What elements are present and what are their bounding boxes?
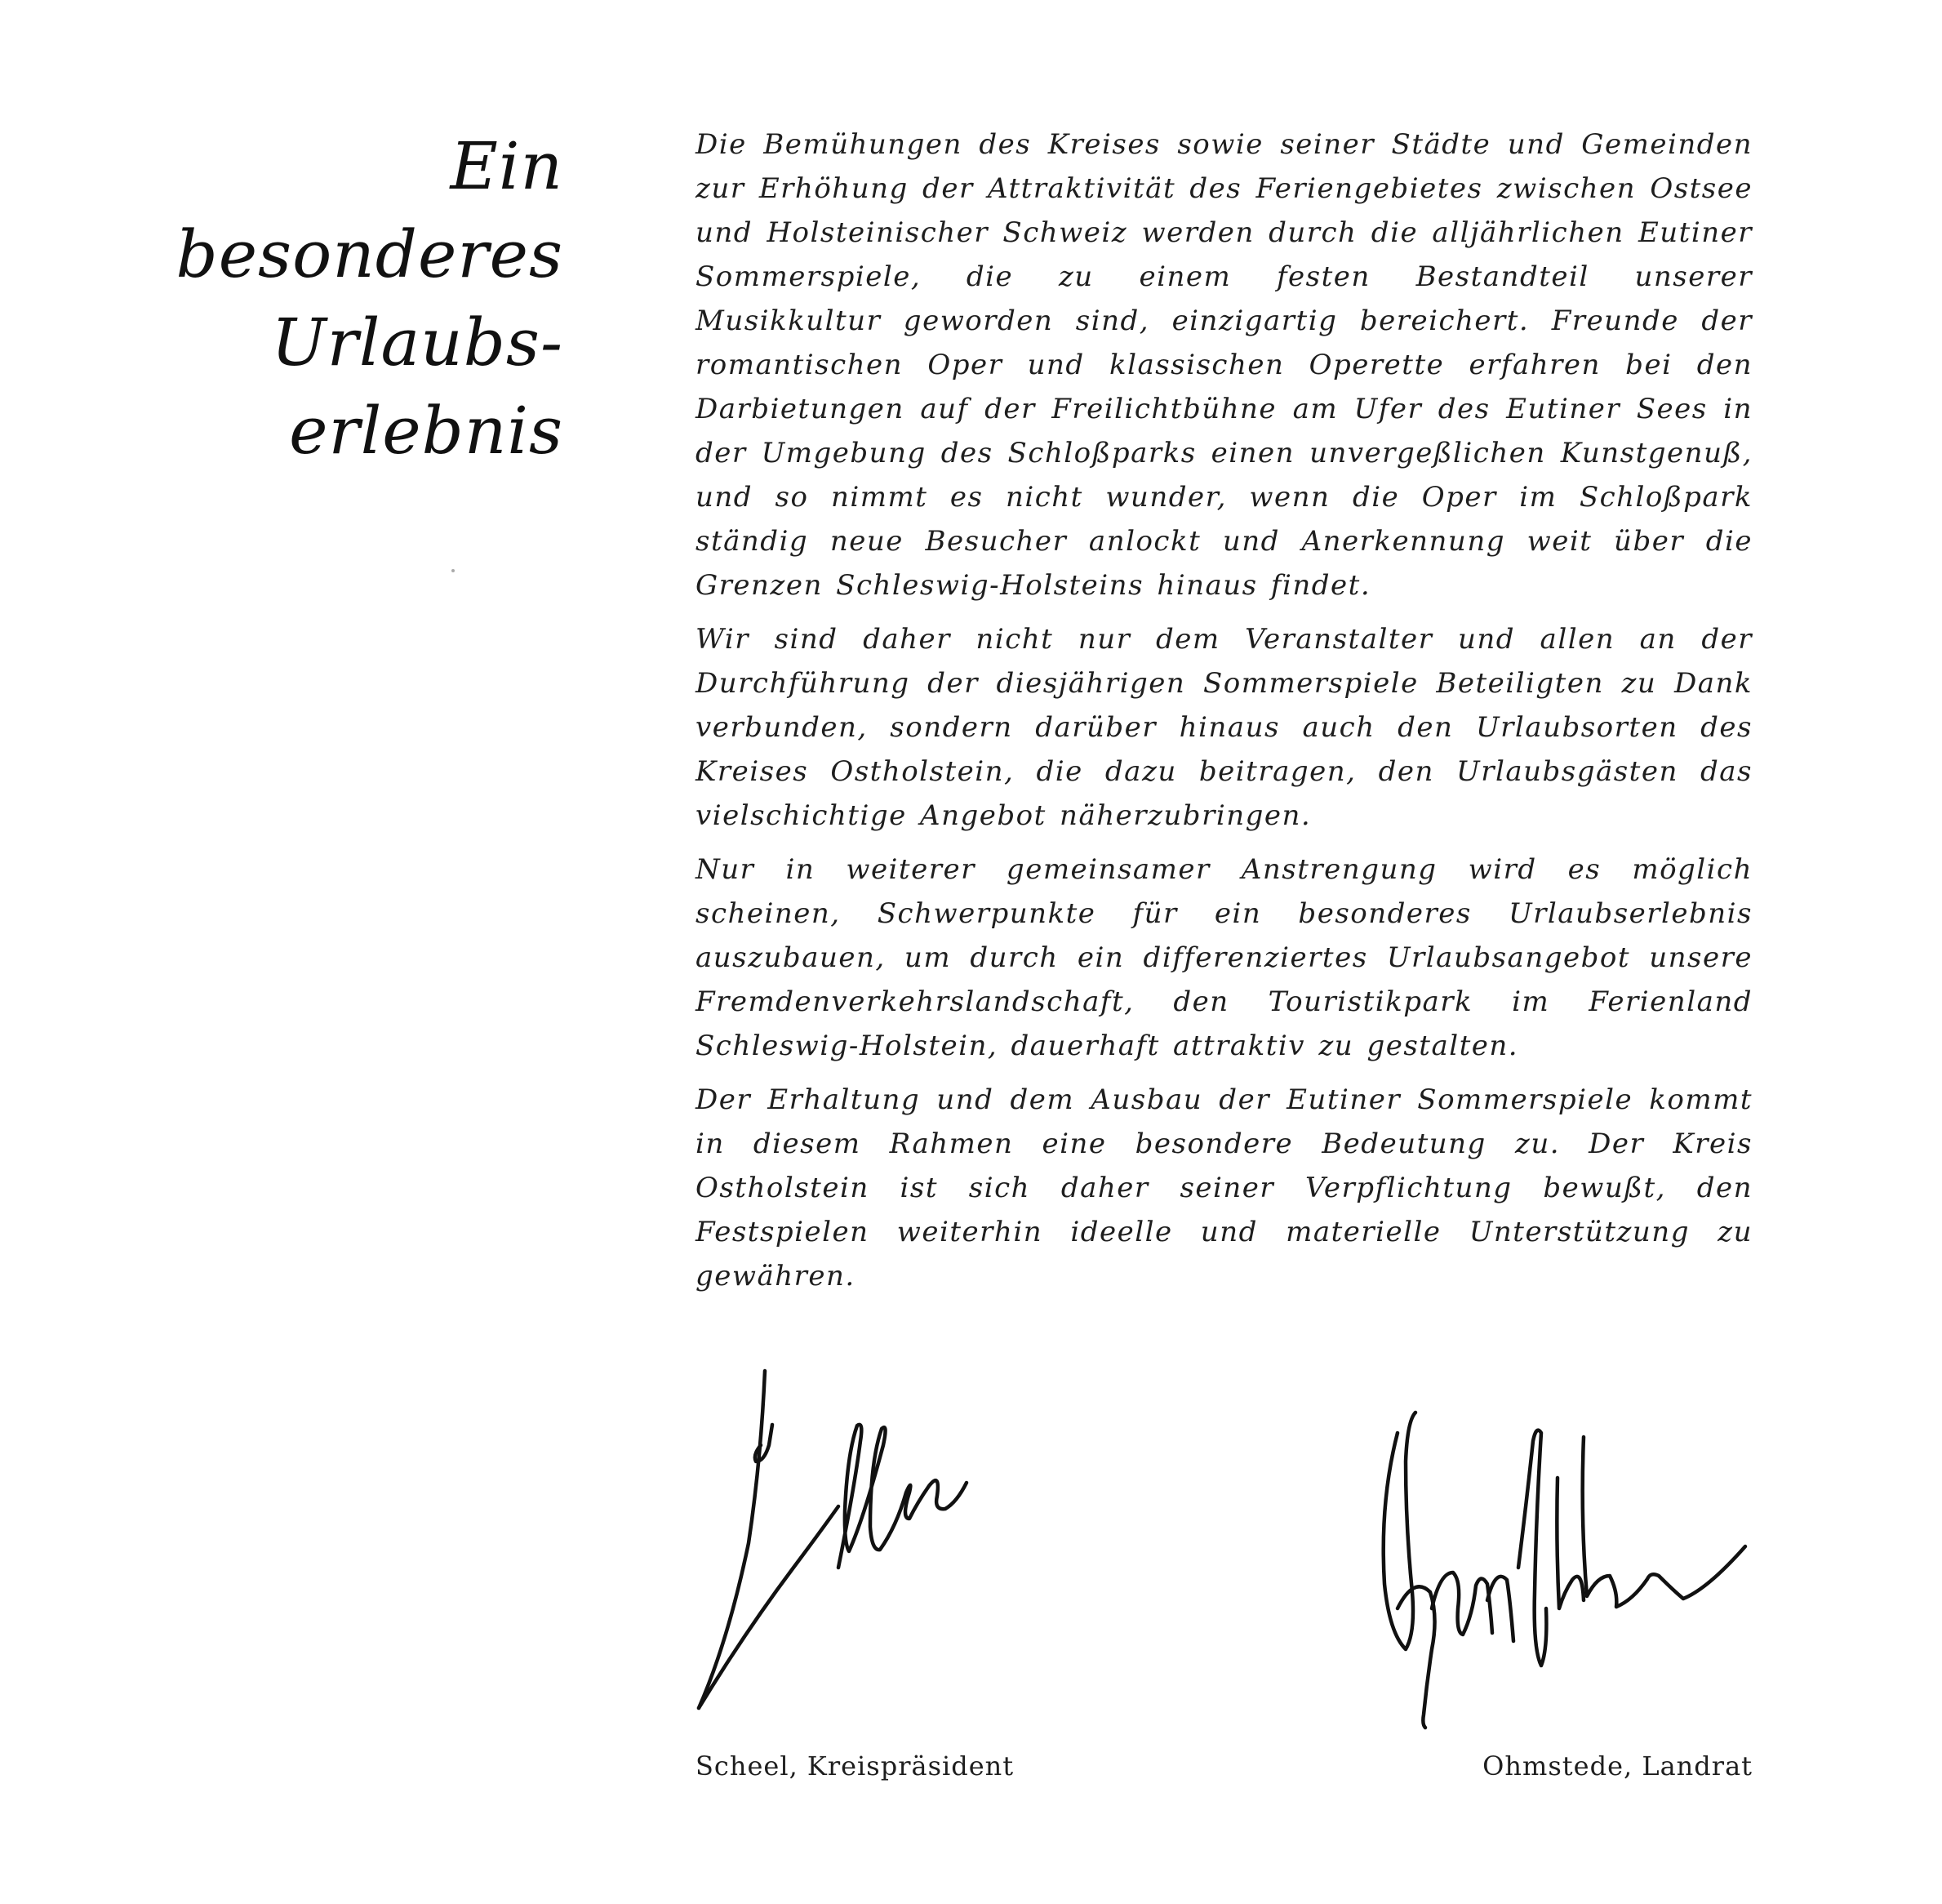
signature-scheel (695, 1363, 1079, 1715)
title-line: besonderes (176, 216, 563, 292)
title-line: erlebnis (289, 393, 563, 469)
paragraph: Nur in weiterer gemeinsamer Anstrengung wird es möglich scheinen, Schwerpunkte für ein besonderes Urlaubserlebnis auszubauen, um durch ein differenziertes Urlaubsangebot unsere Fremdenverkehrslandschaft, den Touristikpark im Ferienland Schleswig-Holstein, dauerhaft attraktiv zu gestalten. (695, 853, 1753, 1062)
paragraph: Der Erhaltung und dem Ausbau der Eutiner Sommerspiele kommt in diesem Rahmen eine besondere Bedeutung zu. Der Kreis Ostholstein ist sich daher seiner Verpflichtung bewußt, den Festspielen weiterhin ideelle und materielle Unterstützung zu gewähren. (695, 1083, 1753, 1292)
title-line: Urlaubs- (271, 305, 563, 380)
page-title (122, 122, 563, 475)
signer-name: Ohmstede, Landrat (1482, 1751, 1753, 1782)
ink-speck (451, 569, 455, 572)
body-text (695, 122, 1753, 1308)
signer-name: Scheel, Kreispräsident (695, 1751, 1015, 1782)
signature-ohmstede (1373, 1404, 1753, 1731)
paragraph: Wir sind daher nicht nur dem Veranstalter und allen an der Durchführung der diesjährigen Sommerspiele Beteiligten zu Dank verbunden, sondern darüber hinaus auch den Urlaubsorten des Kreises Ostholstein, die dazu beitragen, den Urlaubsgästen das vielschichtige Angebot näherzubringen. (695, 623, 1753, 832)
title-line: Ein (450, 128, 563, 204)
signature-area (695, 1339, 1753, 1796)
paragraph: Die Bemühungen des Kreises sowie seiner Städte und Gemeinden zur Erhöhung der Attraktivität des Feriengebietes zwischen Ostsee und Holsteinischer Schweiz werden durch die alljährlichen Eutiner Sommerspiele, die zu einem festen Bestandteil unserer Musikkultur geworden sind, einzigartig bereichert. Freunde der romantischen Oper und klassischen Operette erfahren bei den Darbietungen auf der Freilichtbühne am Ufer des Eutiner Sees in der Umgebung des Schloßparks einen unvergeßlichen Kunstgenuß, und so nimmt es nicht wunder, wenn die Oper im Schloßpark ständig neue Besucher anlockt und Anerkennung weit über die Grenzen Schleswig-Holsteins hinaus findet. (695, 128, 1753, 602)
